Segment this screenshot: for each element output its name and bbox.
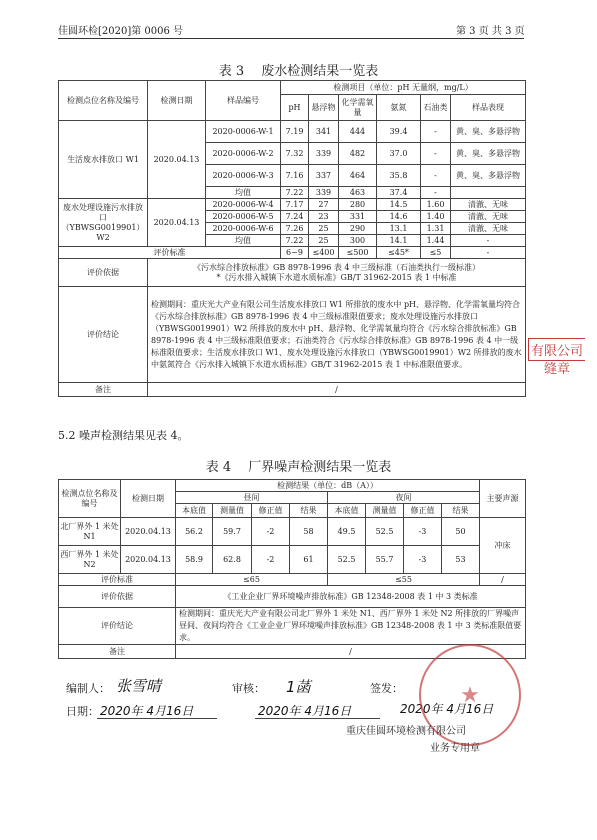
table-cell: 2020-0006-W-3 (206, 165, 281, 187)
col-date: 检测日期 (148, 81, 206, 121)
table-cell: 300 (339, 235, 377, 247)
table-cell: pH (281, 95, 309, 121)
svg-text:★: ★ (460, 683, 480, 708)
table-cell: 55.7 (366, 546, 404, 574)
table-cell: 37.4 (377, 187, 421, 199)
table-cell: 2020-0006-W-2 (206, 143, 281, 165)
table-cell: 黄、臭、多悬浮物 (451, 143, 526, 165)
table-cell: 62.8 (213, 546, 252, 574)
table-cell: - (421, 121, 451, 143)
table-cell: 35.8 (377, 165, 421, 187)
conclusion-row (59, 287, 526, 383)
table-cell: 本底值 (176, 504, 213, 518)
table-row (59, 518, 526, 546)
date-label: 日期： (66, 705, 99, 718)
editor-signature: 张雪晴 (116, 677, 162, 695)
noise-table (58, 479, 526, 659)
table-cell: 337 (309, 165, 339, 187)
col-items: 检测项目（单位：pH 无量纲，mg/L） (281, 81, 526, 95)
table-cell: 290 (339, 223, 377, 235)
table-cell: ≤5 (421, 247, 451, 259)
table-row (59, 546, 526, 574)
table-cell: - (421, 187, 451, 199)
doc-number: 佳圆环检[2020]第 0006 号 (58, 26, 184, 37)
table-cell: 检测点位名称及编号 (59, 480, 121, 518)
table-cell: 52.5 (366, 518, 404, 546)
table4-title: 表 4 厂界噪声检测结果一览表 (205, 460, 392, 475)
standard-row (59, 247, 526, 259)
date-issuer: 2020年 4月16日 (400, 702, 494, 716)
stamp-edge-text: 有限公司 (528, 338, 585, 361)
header-rule (58, 38, 524, 39)
table-cell: 北厂界外 1 米处 N1 (59, 518, 121, 546)
table-cell: 备注 (59, 383, 148, 397)
table-cell: - (421, 165, 451, 187)
table-cell: 37.0 (377, 143, 421, 165)
table-cell: - (451, 235, 526, 247)
table-cell: 2020.04.13 (148, 121, 206, 199)
table-cell: 59.7 (213, 518, 252, 546)
table-cell: 1.40 (421, 211, 451, 223)
basis-line: *《污水排入城镇下水道水质标准》GB/T 31962-2015 表 1 中标准 (216, 272, 457, 282)
table-cell: 1.60 (421, 199, 451, 211)
table-cell: 2020-0006-W-1 (206, 121, 281, 143)
table-cell: 结果 (442, 504, 480, 518)
table-cell: 评价依据 (59, 586, 176, 608)
editor-label: 编制人： (66, 682, 110, 695)
table-cell: 14.5 (377, 199, 421, 211)
table-cell: 39.4 (377, 121, 421, 143)
table-cell: 2020-0006-W-6 (206, 223, 281, 235)
table-cell: / (176, 645, 526, 659)
table-cell: 1.31 (421, 223, 451, 235)
table-cell: 修正值 (252, 504, 290, 518)
table-cell: -3 (404, 546, 442, 574)
table-cell: ≤400 (309, 247, 339, 259)
table-cell: 检测结果（单位：dB（A）） (176, 480, 480, 492)
table-cell: 280 (339, 199, 377, 211)
table-cell: 化学需氧量 (339, 95, 377, 121)
table-cell: 2020-0006-W-5 (206, 211, 281, 223)
date-underline-2 (255, 718, 380, 719)
table-cell: 444 (339, 121, 377, 143)
table-cell: 52.5 (328, 546, 366, 574)
table-cell: 评价结论 (59, 287, 148, 383)
table-cell: 7.17 (281, 199, 309, 211)
table-cell: 53 (442, 546, 480, 574)
conclusion-row (59, 608, 526, 645)
table-cell: 7.16 (281, 165, 309, 187)
table-cell: 14.1 (377, 235, 421, 247)
table-cell: 331 (339, 211, 377, 223)
table-cell: 7.22 (281, 187, 309, 199)
date-underline-1 (97, 718, 217, 719)
table-row (59, 199, 526, 211)
table-cell: 检测期间：重庆光大产业有限公司生活废水排放口 W1 所排放的废水中 pH、悬浮物、化学需氧量均符合《污水综合排放标准》GB 8978-1996 表 4 中三级标准限值要求；废水处理设施污水排放口（YBWSG0019901）W2 所排放的废水中 pH、悬浮物、化学需氧量均符合《污水综合排放标准》GB 8978-1996 表 4 中三级标准限值要求；石油类符合《污水综合排放标准》GB 8978-1996 表 4 中一级标准限值要求；生活废水排放口 W1、废水处理设施污水排放口（YBWSG0019901）W2 所排放的废水中氨氮符合《污水排入城镇下水道水质标准》GB/T 31962-2015 表 1 中标准限值要求。 (148, 287, 526, 383)
table-cell: 2020.04.13 (148, 199, 206, 247)
table-cell: 氨氮 (377, 95, 421, 121)
table-cell: 7.19 (281, 121, 309, 143)
table-cell: 2020.04.13 (121, 518, 176, 546)
table-cell: 结果 (290, 504, 328, 518)
table-cell: 14.6 (377, 211, 421, 223)
table-cell: 13.1 (377, 223, 421, 235)
table-cell: 黄、臭、多悬浮物 (451, 165, 526, 187)
basis-row (59, 259, 526, 287)
table-cell: 339 (309, 187, 339, 199)
date-reviewer: 2020年 4月16日 (258, 704, 352, 718)
table-cell: 均值 (206, 235, 281, 247)
table-cell: 修正值 (404, 504, 442, 518)
seam-stamp-text: 缝章 (544, 362, 571, 377)
page-number: 第 3 页 共 3 页 (456, 26, 525, 37)
table-cell: 西厂界外 1 米处 N2 (59, 546, 121, 574)
table-cell: 7.32 (281, 143, 309, 165)
table-header-row (59, 81, 526, 95)
point-w2: 废水处理设施污水排放口（YBWSG0019901）W2 (59, 199, 148, 247)
reviewer-label: 审核： (232, 682, 265, 695)
table-cell: 冲床 (480, 518, 526, 574)
table-cell: 2020.04.13 (121, 546, 176, 574)
point-w1: 生活废水排放口 W1 (59, 121, 148, 199)
table-cell: 339 (309, 143, 339, 165)
table-cell: ≤45* (377, 247, 421, 259)
table-cell: 检测日期 (121, 480, 176, 518)
table-cell: / (480, 574, 526, 586)
col-sample: 样品编号 (206, 81, 281, 121)
table-cell: ≤500 (339, 247, 377, 259)
table-cell: 测量值 (366, 504, 404, 518)
table-cell: 464 (339, 165, 377, 187)
table-cell: 清澈、无味 (451, 223, 526, 235)
table3-title: 表 3 废水检测结果一览表 (218, 64, 379, 79)
section-heading: 5.2 噪声检测结果见表 4。 (58, 429, 189, 442)
table-cell: 6~9 (281, 247, 309, 259)
table-cell: 评价标准 (59, 247, 281, 259)
table-cell: - (421, 143, 451, 165)
table-header-row (59, 480, 526, 492)
table-cell: -2 (252, 546, 290, 574)
table-cell: 7.26 (281, 223, 309, 235)
wastewater-table (58, 80, 526, 397)
table-cell: 评价依据 (59, 259, 148, 287)
table-cell: / (148, 383, 526, 397)
table-cell: 本底值 (328, 504, 366, 518)
table-cell: 清澈、无味 (451, 211, 526, 223)
table-cell: 25 (309, 235, 339, 247)
table-cell: 主要声源 (480, 480, 526, 518)
table-cell: 样品表现 (451, 95, 526, 121)
table-cell: ≤65 (176, 574, 328, 586)
table-cell: 评价标准 (59, 574, 176, 586)
table-cell: 482 (339, 143, 377, 165)
table-cell: 悬浮物 (309, 95, 339, 121)
table-cell (451, 187, 526, 199)
table-cell: 58 (290, 518, 328, 546)
table-cell: 50 (442, 518, 480, 546)
table-cell: 石油类 (421, 95, 451, 121)
table-cell: - (451, 247, 526, 259)
table-cell: 1.44 (421, 235, 451, 247)
company-name: 重庆佳圆环境检测有限公司 (346, 726, 466, 737)
table-cell: -2 (252, 518, 290, 546)
table-cell: 25 (309, 223, 339, 235)
table-cell (148, 259, 526, 287)
table-cell: 检测期间：重庆光大产业有限公司北厂界外 1 米处 N1、西厂界外 1 米处 N2 所排放的厂界噪声昼间、夜间均符合《工业企业厂界环境噪声排放标准》GB 12348-2008 表 1 中 3 类标准限值要求。 (176, 608, 526, 645)
issuer-label: 签发： (370, 682, 403, 695)
table-cell: 均值 (206, 187, 281, 199)
table-cell: ≤55 (328, 574, 480, 586)
table-cell: 黄、臭、多悬浮物 (451, 121, 526, 143)
table-cell: 备注 (59, 645, 176, 659)
note-row (59, 383, 526, 397)
table-cell: 7.24 (281, 211, 309, 223)
table-cell: 341 (309, 121, 339, 143)
table-cell: 评价结论 (59, 608, 176, 645)
table-cell: 昼间 (176, 492, 328, 504)
basis-row (59, 586, 526, 608)
table-cell: 23 (309, 211, 339, 223)
table-cell: 2020-0006-W-4 (206, 199, 281, 211)
table-cell: -3 (404, 518, 442, 546)
table-cell: 27 (309, 199, 339, 211)
table-cell: 463 (339, 187, 377, 199)
table-row (59, 121, 526, 143)
reviewer-signature: 1菡 (286, 678, 311, 696)
table-cell: 56.2 (176, 518, 213, 546)
table-cell: 《工业企业厂界环境噪声排放标准》GB 12348-2008 表 1 中 3 类标准 (176, 586, 526, 608)
table-cell: 61 (290, 546, 328, 574)
date-editor: 2020年 4月16日 (100, 704, 194, 718)
standard-row (59, 574, 526, 586)
table-cell: 清澈、无味 (451, 199, 526, 211)
table-cell: 7.22 (281, 235, 309, 247)
table-cell: 49.5 (328, 518, 366, 546)
table-cell: 夜间 (328, 492, 480, 504)
table-cell: 58.9 (176, 546, 213, 574)
col-point: 检测点位名称及编号 (59, 81, 148, 121)
basis-line: 《污水综合排放标准》GB 8978-1996 表 4 中三级标准（石油类执行一级标准） (193, 262, 480, 272)
table-cell: 测量值 (213, 504, 252, 518)
dept-seal-label: 业务专用章 (430, 743, 480, 754)
